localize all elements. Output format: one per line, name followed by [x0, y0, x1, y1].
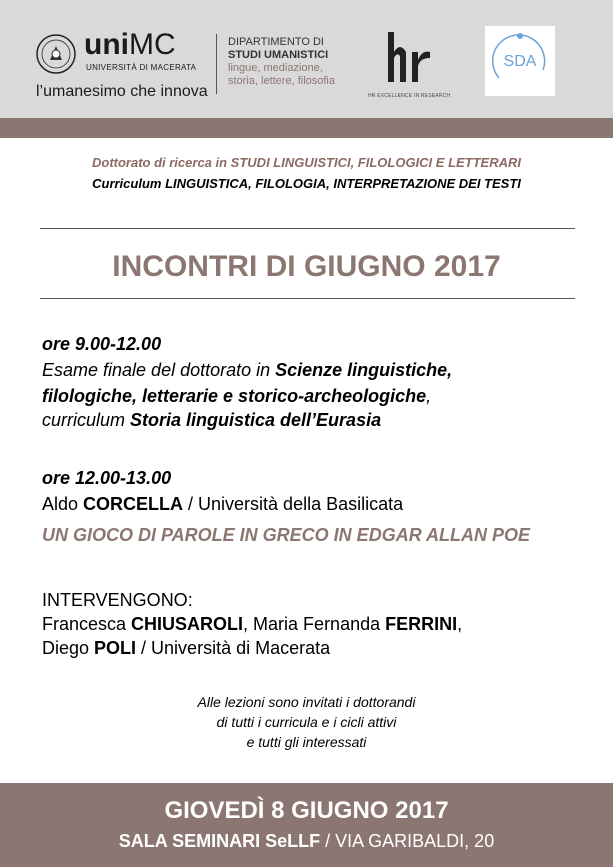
accent-band — [0, 118, 613, 138]
unimc-logo: uniMC — [84, 28, 176, 61]
event-date: GIOVEDÌ 8 GIUGNO 2017 — [164, 797, 449, 824]
speaker-line: Aldo CORCELLA / Università della Basilicata — [42, 494, 404, 514]
interventions-label: INTERVENGONO: — [42, 590, 193, 610]
session1-line1: Esame finale del dottorato in Scienze linguistiche, — [42, 360, 453, 380]
session2-time: ore 12.00-13.00 — [42, 468, 172, 488]
department-block: DIPARTIMENTO DI STUDI UMANISTICI lingue, mediazione, storia, lettere, filosofia — [228, 36, 335, 87]
participants-line2: Diego POLI / Università di Macerata — [42, 638, 331, 658]
bottom-rule — [40, 298, 575, 299]
session1-line3: curriculum Storia linguistica dell’Eurasia — [42, 410, 382, 430]
motto: l’umanesimo che innova — [36, 83, 208, 100]
header-divider — [216, 34, 217, 94]
sda-logo-icon — [485, 26, 555, 96]
footer-bar — [0, 783, 613, 867]
participants-line1: Francesca CHIUSAROLI, Maria Fernanda FERRINI, — [42, 614, 463, 634]
hr-caption: HR EXCELLENCE IN RESEARCH — [368, 93, 451, 99]
event-venue: SALA SEMINARI SeLLF / VIA GARIBALDI, 20 — [118, 831, 495, 851]
university-seal-icon — [36, 34, 76, 74]
header-bar — [0, 0, 613, 118]
session1-time: ore 9.00-12.00 — [42, 334, 162, 354]
invitation-note: Alle lezioni sono invitati i dottorandi di tutti i curricula e i cicli attivi e tutti gli interessati — [197, 694, 416, 750]
top-rule — [40, 228, 575, 229]
page-title: INCONTRI DI GIUGNO 2017 — [112, 250, 501, 283]
program-line-1: Dottorato di ricerca in STUDI LINGUISTICI, FILOLOGICI E LETTERARI — [91, 155, 522, 170]
hr-excellence-logo-icon — [384, 30, 434, 88]
program-line-2: Curriculum LINGUISTICA, FILOLOGIA, INTERPRETAZIONE DEI TESTI — [92, 176, 521, 191]
session1-line2: filologiche, letterarie e storico-archeologiche, — [42, 386, 432, 406]
talk-title: UN GIOCO DI PAROLE IN GRECO IN EDGAR ALLAN POE — [42, 525, 531, 545]
university-name: UNIVERSITÀ DI MACERATA — [86, 63, 197, 72]
svg-text:SDA: SDA — [503, 53, 537, 70]
